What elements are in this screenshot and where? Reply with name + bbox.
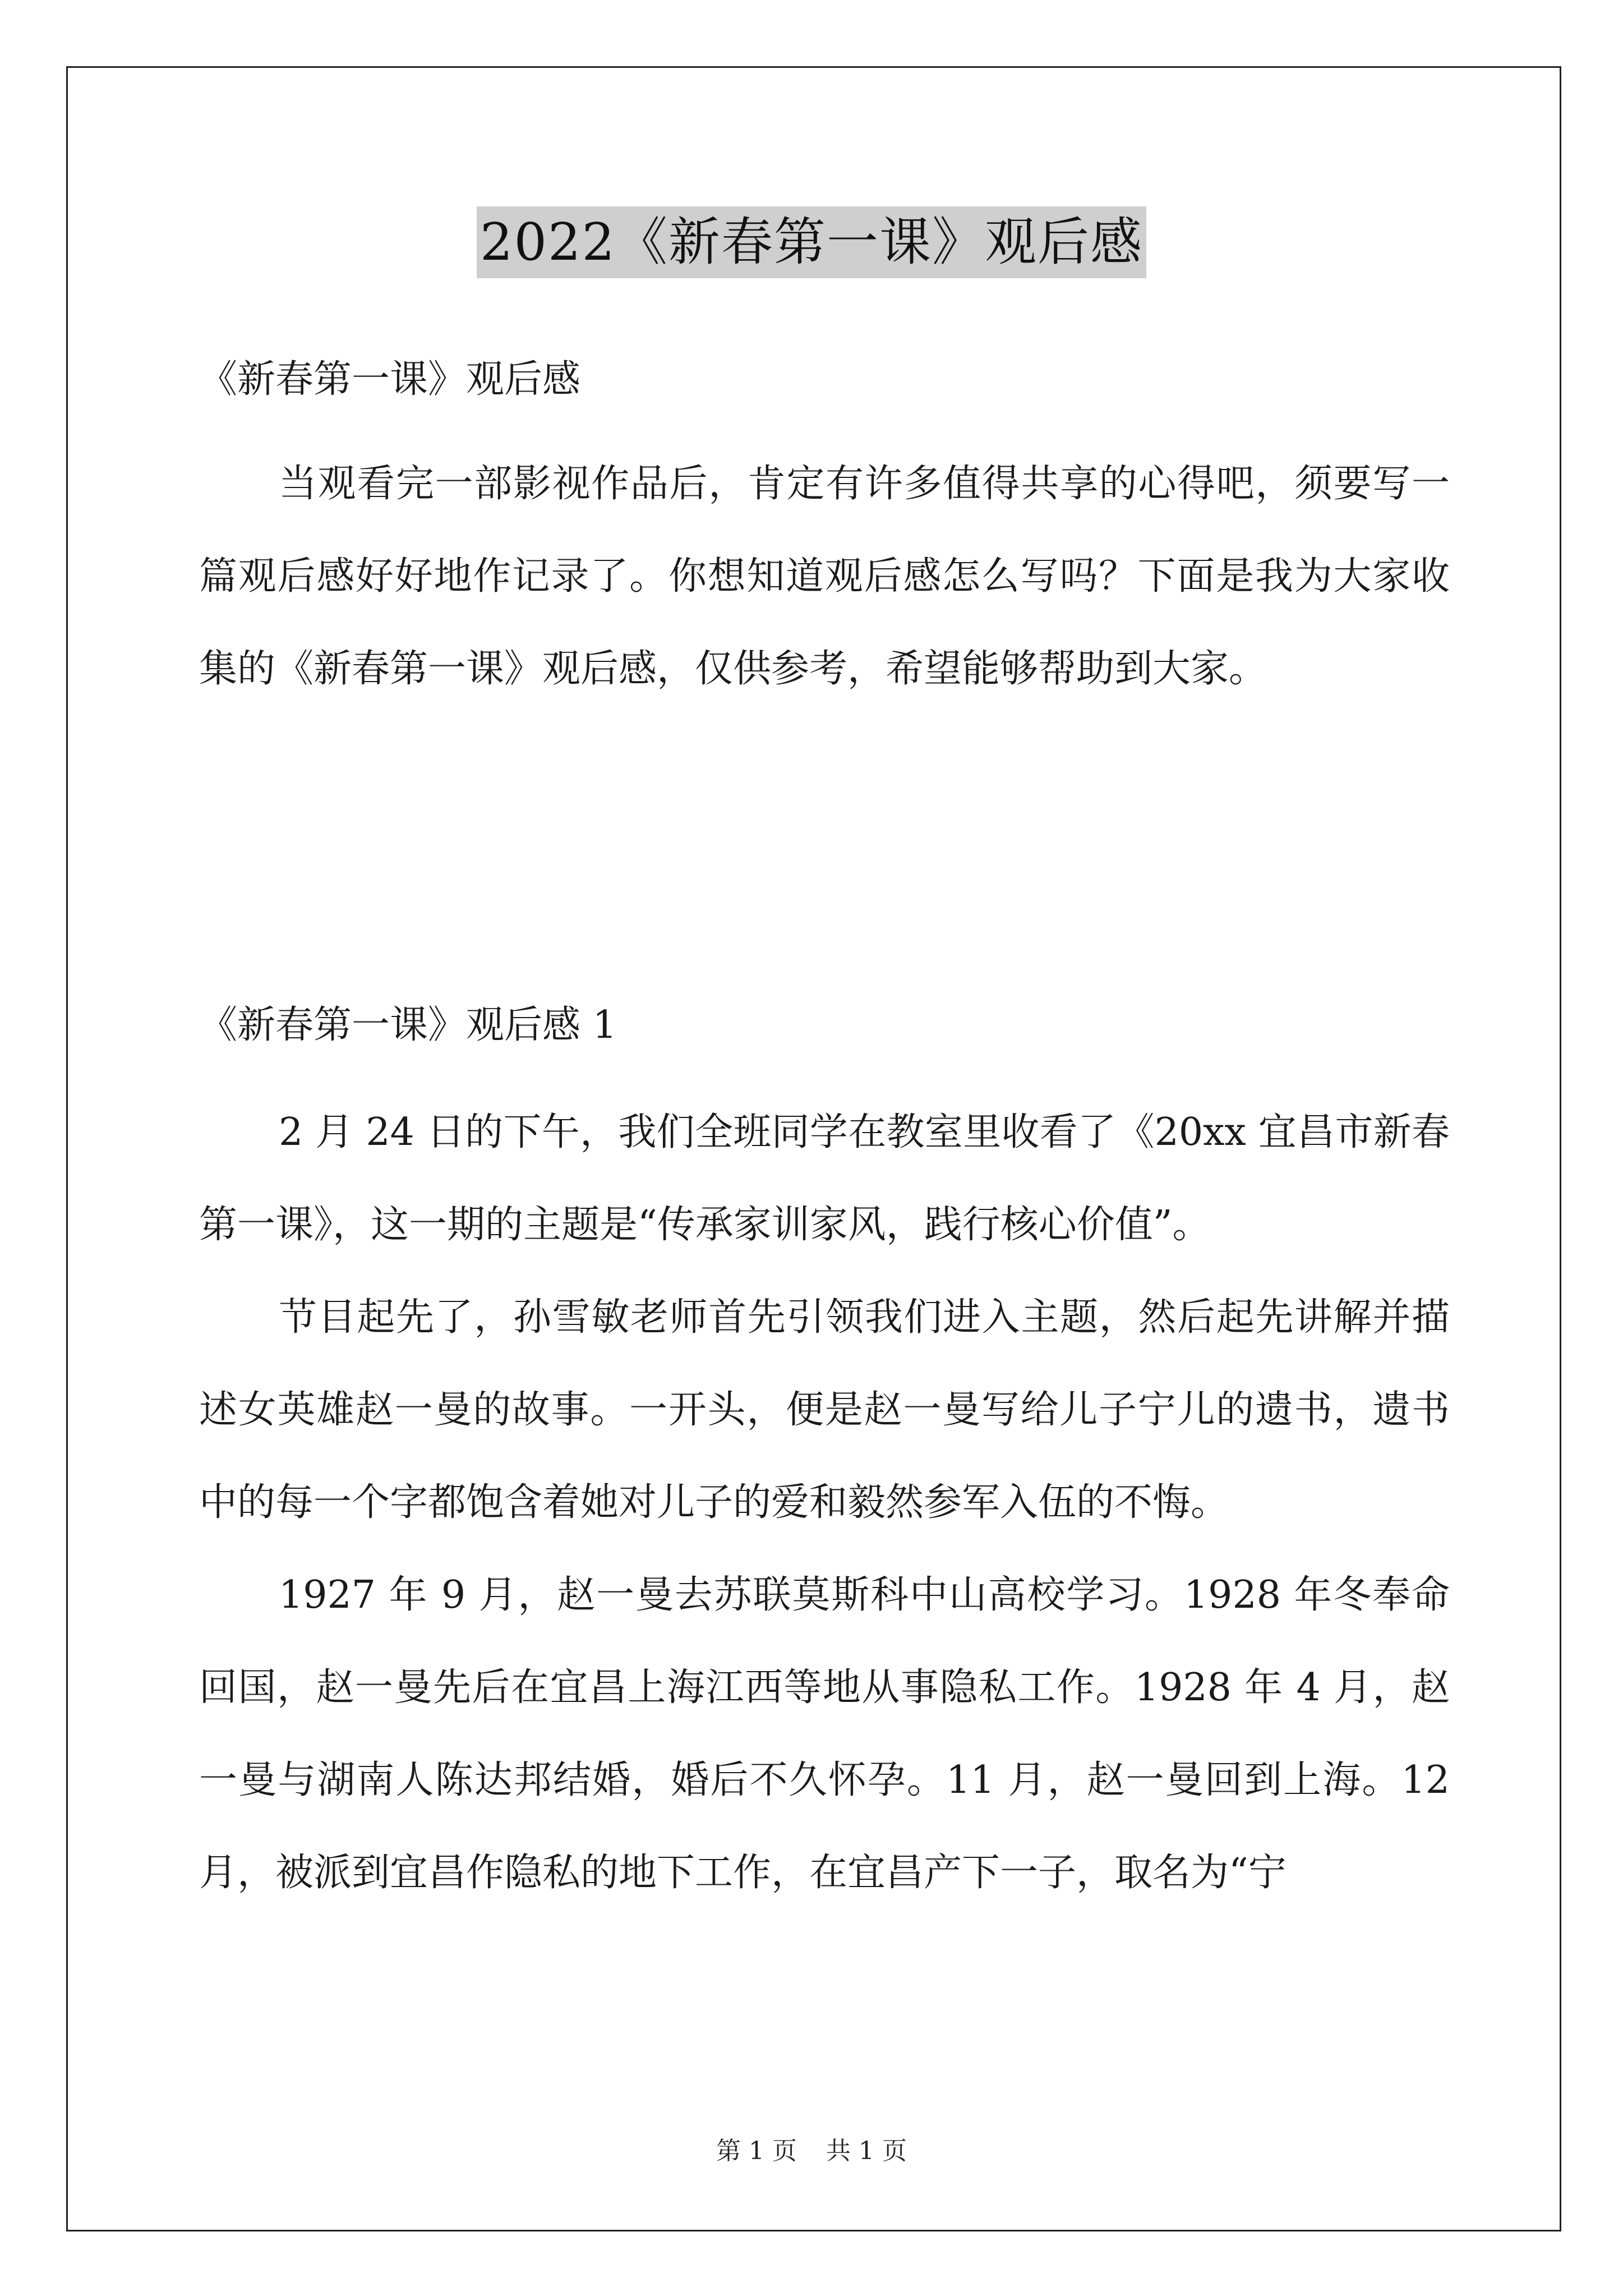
body-paragraph-1: 2 月 24 日的下午，我们全班同学在教室里收看了《20xx 宜昌市新春第一课》，这一期的主题是“传承家训家风，践行核心价值”。 [199,1110,1450,1247]
page-footer [0,2134,1623,2168]
title-block [0,206,1623,278]
body-paragraph-3: 1927 年 9 月，赵一曼去苏联莫斯科中山高校学习。1928 年冬奉命回国，赵一曼先后在宜昌上海江西等地从事隐私工作。1928 年 4 月，赵一曼与湖南人陈达邦结婚，婚后不久怀孕。11 月，赵一曼回到上海。12 月，被派到宜昌作隐私的地下工作，在宜昌产下一子，取名为“宁 [199,1573,1450,1895]
intro-heading: 《新春第一课》观后感 [199,357,581,402]
document-title: 2022《新春第一课》观后感 [477,206,1146,278]
page-number: 第 1 页 [716,2137,797,2165]
section-heading: 《新春第一课》观后感 1 [199,1003,617,1047]
body-paragraph-2: 节目起先了，孙雪敏老师首先引领我们进入主题，然后起先讲解并描述女英雄赵一曼的故事。一开头，便是赵一曼写给儿子宁儿的遗书，遗书中的每一个字都饱含着她对儿子的爱和毅然参军入伍的不悔。 [199,1295,1450,1525]
page-total: 共 1 页 [826,2137,907,2165]
intro-paragraph: 当观看完一部影视作品后，肯定有许多值得共享的心得吧，须要写一篇观后感好好地作记录了。你想知道观后感怎么写吗？下面是我为大家收集的《新春第一课》观后感，仅供参考，希望能够帮助到大家。 [199,462,1450,691]
